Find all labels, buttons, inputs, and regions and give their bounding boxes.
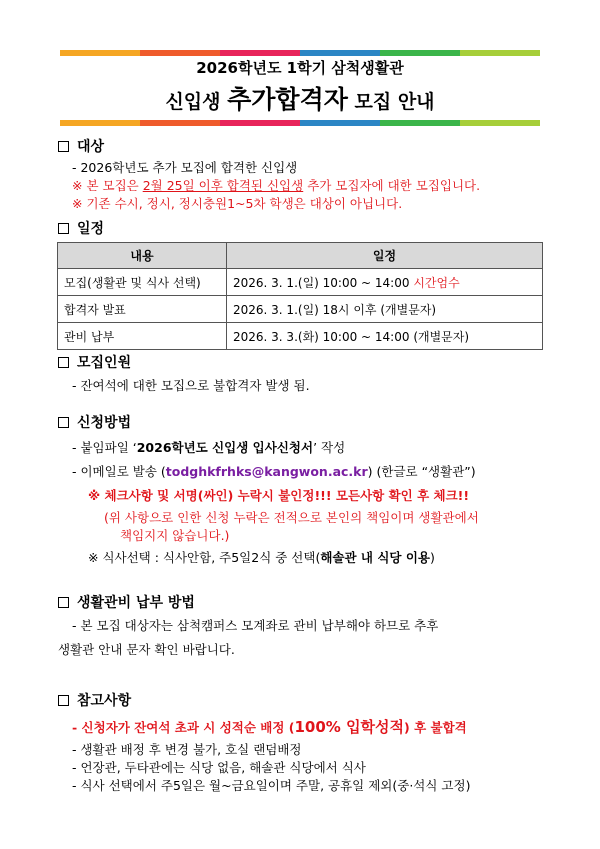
apply-note-2: 책임지지 않습니다.): [120, 528, 230, 543]
color-stripe: [60, 120, 140, 126]
table-row: [58, 323, 543, 350]
payment-line-2: 생활관 안내 문자 확인 바랍니다.: [58, 642, 235, 657]
text: ※ 본 모집은: [72, 178, 143, 193]
apply-meal-line: [88, 548, 435, 566]
text: - 신청자가 잔여석 초과 시 성적순 배정 (: [72, 720, 295, 735]
bold-text: 해솔관 내 식당 이용: [320, 550, 430, 565]
bottom-color-bar: [60, 120, 540, 126]
notes-line-1: [72, 716, 467, 737]
table-row: [58, 296, 543, 323]
color-stripe: [140, 50, 220, 56]
color-stripe: [380, 50, 460, 56]
text: 추가 모집자에 대한 모집입니다.: [303, 178, 481, 193]
color-stripe: [220, 50, 300, 56]
heading-text: 참고사항: [77, 693, 132, 709]
checkbox-square-icon: [58, 597, 69, 608]
color-stripe: [460, 120, 540, 126]
title-line-1: 2026학년도 1학기 삼척생활관: [196, 59, 404, 77]
title-line-2: [0, 80, 600, 116]
color-stripe: [140, 120, 220, 126]
table-cell: 모집(생활관 및 식사 선택): [58, 269, 227, 296]
table-cell: 2026. 3. 1.(일) 18시 이후 (개별문자): [227, 296, 543, 323]
checkbox-square-icon: [58, 357, 69, 368]
target-line-3: ※ 기존 수시, 정시, 정시충원1~5차 학생은 대상이 아닙니다.: [72, 196, 403, 211]
heading-text: 대상: [77, 139, 105, 155]
table-row: [58, 269, 543, 296]
bold-text: 2026학년도 신입생 입사신청서: [136, 440, 314, 455]
text: ’ 작성: [313, 440, 346, 455]
heading-text: 일정: [77, 221, 105, 237]
color-stripe: [220, 120, 300, 126]
column-header: 일정: [227, 243, 543, 269]
top-color-bar: [60, 50, 540, 56]
section-heading-payment: [58, 592, 195, 612]
text: - 붙임파일 ‘: [72, 440, 137, 455]
text: ) 후 불합격: [404, 720, 467, 735]
color-stripe: [380, 120, 460, 126]
capacity-line: - 잔여석에 대한 모집으로 불합격자 발생 됨.: [72, 378, 310, 393]
schedule-table: [57, 242, 543, 350]
table-cell: 2026. 3. 3.(화) 10:00 ~ 14:00 (개별문자): [227, 323, 543, 350]
text: 2026. 3. 1.(일) 10:00 ~ 14:00: [233, 275, 414, 290]
column-header: 내용: [58, 243, 227, 269]
color-stripe: [300, 120, 380, 126]
section-heading-notes: [58, 690, 131, 710]
title-part: 신입생: [165, 91, 228, 113]
text: ): [430, 550, 435, 565]
table-cell: [227, 269, 543, 296]
checkbox-square-icon: [58, 141, 69, 152]
notes-line-4: - 식사 선택에서 주5일은 월~금요일이며 주말, 공휴일 제외(중·석식 고정): [72, 778, 471, 793]
text: ※ 식사선택 : 식사안함, 주5일2식 중 선택(: [88, 550, 321, 565]
section-heading-apply: [58, 412, 131, 432]
apply-line-2: [72, 462, 476, 480]
color-stripe: [300, 50, 380, 56]
highlight-text: 시간엄수: [413, 275, 460, 290]
section-heading-target: [58, 136, 104, 156]
color-stripe: [460, 50, 540, 56]
title-part: 모집 안내: [347, 91, 435, 113]
section-heading-schedule: [58, 218, 104, 238]
heading-text: 모집인원: [77, 355, 132, 371]
section-heading-capacity: [58, 352, 131, 372]
underlined-text: 2월 25일 이후 합격된 신입생: [142, 178, 304, 193]
heading-text: 신청방법: [77, 415, 132, 431]
heading-text: 생활관비 납부 방법: [77, 595, 195, 611]
checkbox-square-icon: [58, 695, 69, 706]
color-stripe: [60, 50, 140, 56]
notes-line-2: - 생활관 배정 후 변경 불가, 호실 랜덤배정: [72, 742, 302, 757]
text: - 이메일로 발송 (: [72, 464, 166, 479]
checkbox-square-icon: [58, 417, 69, 428]
notes-line-3: - 언장관, 두타관에는 식당 없음, 해솔관 식당에서 식사: [72, 760, 366, 775]
target-line-2: [72, 176, 480, 194]
table-cell: 합격자 발표: [58, 296, 227, 323]
apply-warning: ※ 체크사항 및 서명(싸인) 누락시 불인정!!! 모든사항 확인 후 체크!!: [88, 488, 470, 503]
table-cell: 관비 납부: [58, 323, 227, 350]
highlight-text: 100% 입학성적: [294, 718, 405, 736]
payment-line-1: - 본 모집 대상자는 삼척캠퍼스 모계좌로 관비 납부해야 하므로 추후: [72, 618, 439, 633]
target-line-1: - 2026학년도 추가 모집에 합격한 신입생: [72, 160, 298, 175]
checkbox-square-icon: [58, 223, 69, 234]
apply-note-1: (위 사항으로 인한 신청 누락은 전적으로 본인의 책임이며 생활관에서: [104, 510, 479, 525]
title-highlight: 추가합격자: [227, 85, 348, 114]
text: ) (한글로 “생활관”): [367, 464, 476, 479]
email-link[interactable]: todghkfrhks@kangwon.ac.kr: [165, 464, 368, 479]
table-header-row: [58, 243, 543, 269]
apply-line-1: [72, 438, 345, 456]
